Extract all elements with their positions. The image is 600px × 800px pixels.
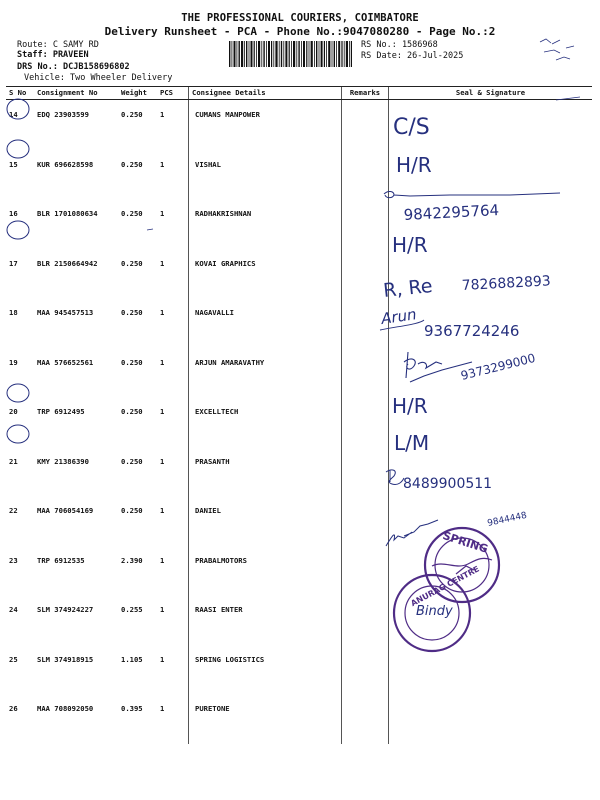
row-consignment: MAA 708092050 [37,704,94,713]
row-sno: 16 [9,209,18,218]
row23-phone: 8489900511 [403,476,493,492]
row-weight: 0.250 [121,407,143,416]
table-row [6,150,592,200]
row-remarks [342,694,389,744]
row-pcs: 1 [160,110,165,119]
row-sno: 23 [9,555,18,565]
row-signature [389,447,593,497]
barcode [229,41,352,67]
row-signature [389,496,593,546]
row18-name: R, Re [382,274,434,302]
rs-number: RS No.: 1586968 [361,40,438,50]
row-pcs: 1 [160,555,165,565]
row-signature [389,546,593,596]
row18-phone: 7826882893 [461,273,552,294]
table-row [6,447,592,497]
row-pcs: 1 [160,654,165,664]
row-consignee: PRASANTH [189,447,342,497]
row19-name: Arun [380,305,418,328]
table-row [6,397,592,447]
row-pcs: 1 [160,209,165,218]
row20-phone: 9373299000 [459,350,537,383]
col-header-weight: Weight [118,87,157,100]
row-consignment: KUR 696628598 [37,159,94,169]
col-header-pcs: PCS [157,87,189,100]
row-remarks [342,397,389,447]
col-header-signature: Seal & Signature [389,87,593,100]
header-scribble [540,39,574,60]
table-body [6,100,592,744]
row-consignment: SLM 374924227 [37,605,94,614]
row-signature [389,694,593,744]
row-consignee: DANIEL [189,496,342,546]
row-weight: 0.250 [121,308,143,317]
row-sno: 20 [9,407,18,416]
row-sno: 26 [9,704,18,713]
row-consignee: ARJUN AMARAVATHY [189,348,342,398]
row-consignee: VISHAL [189,150,342,200]
table-row [6,100,592,150]
row-consignee: CUMANS MANPOWER [189,100,342,150]
svg-text:Bindy: Bindy [416,604,453,619]
header-subtitle: Delivery Runsheet - PCA - Phone No.:9047080280 - Page No.:2 [104,25,496,38]
row19-phone: 9367724246 [424,322,520,340]
col-header-sno: S No [6,87,34,100]
row-consignment: EDQ 23903599 [37,110,89,119]
staff-label: Staff: PRAVEEN [17,50,89,60]
row-pcs: 1 [160,605,165,614]
table-row [6,249,592,299]
row-sno: 15 [9,159,18,169]
row-signature [389,298,593,348]
vehicle-label: Vehicle: Two Wheeler Delivery [24,73,173,83]
row-pcs: 1 [160,258,165,268]
row-remarks [342,645,389,695]
svg-text:SPRING: SPRING [441,529,490,556]
row-consignee: RADHAKRISHNAN [189,199,342,249]
row-weight: 0.395 [121,704,143,713]
table-row [6,694,592,744]
row-consignment: SLM 374918915 [37,654,94,664]
table-row [6,348,592,398]
runsheet-table-wrapper [6,86,592,744]
row-sno: 21 [9,456,18,466]
row-consignment: KMY 21386390 [37,456,89,466]
row-consignment: BLR 1701080634 [37,209,98,218]
row-weight: 0.250 [121,209,143,218]
row-remarks [342,546,389,596]
row-signature [389,397,593,447]
table-row [6,298,592,348]
row-pcs: 1 [160,704,165,713]
row-weight: 0.250 [121,258,143,268]
row-pcs: 1 [160,456,165,466]
row-weight: 0.250 [121,506,143,515]
row-remarks [342,199,389,249]
row-pcs: 1 [160,308,165,317]
row-sno: 25 [9,654,18,664]
row-signature [389,595,593,645]
row-weight: 0.255 [121,605,143,614]
table-header-row [6,87,592,100]
col-header-consignment: Consignment No [34,87,118,100]
row-consignee: PRABALMOTORS [189,546,342,596]
table-row [6,645,592,695]
row24-handwriting: 9844448 [486,510,528,529]
row-remarks [342,595,389,645]
row-remarks [342,298,389,348]
row14-handwriting: C/S [393,115,430,140]
row-weight: 2.390 [121,555,143,565]
row-consignee: RAASI ENTER [189,595,342,645]
row-signature [389,199,593,249]
row-sno: 18 [9,308,18,317]
row-signature [389,645,593,695]
row-consignee: NAGAVALLI [189,298,342,348]
col-header-consignee: Consignee Details [189,87,342,100]
table-row [6,496,592,546]
route-label: Route: C SAMY RD [17,40,99,50]
rs-date: RS Date: 26-Jul-2025 [361,51,464,61]
row-remarks [342,100,389,150]
row-remarks [342,150,389,200]
row22-handwriting: L/M [394,431,430,455]
row-consignment: BLR 2150664942 [37,258,98,268]
table-row [6,199,592,249]
row-consignment: MAA 706054169 [37,506,94,515]
row-consignment: MAA 945457513 [37,308,94,317]
row-consignment: TRP 6912535 [37,555,85,565]
row-consignee: PURETONE [189,694,342,744]
row16-phone: 9842295764 [403,201,500,224]
row-pcs: 1 [160,159,165,169]
row-sno: 22 [9,506,18,515]
row21-handwriting: H/R [392,394,428,418]
row-remarks [342,249,389,299]
table-row [6,595,592,645]
row-sno: 17 [9,258,18,268]
col-header-remarks: Remarks [342,87,389,100]
row-remarks [342,496,389,546]
table-row [6,546,592,596]
drs-number: DRS No.: DCJB158696802 [17,62,130,72]
row-pcs: 1 [160,357,165,367]
row-signature [389,150,593,200]
row-sno: 24 [9,605,18,614]
row-weight: 0.250 [121,357,143,367]
row-sno: 14 [9,110,18,119]
row-sno: 19 [9,357,18,367]
runsheet-table [6,86,592,744]
row-signature [389,249,593,299]
row15-handwriting: H/R [396,153,432,177]
row-weight: 0.250 [121,110,143,119]
row-signature [389,348,593,398]
row-signature [389,100,593,150]
row-remarks [342,348,389,398]
row-consignment: TRP 6912495 [37,407,85,416]
row-consignee: KOVAI GRAPHICS [189,249,342,299]
row-consignment: MAA 576652561 [37,357,94,367]
row-pcs: 1 [160,407,165,416]
svg-text:ANURAG CENTRE: ANURAG CENTRE [409,564,481,609]
row-weight: 0.250 [121,159,143,169]
row-remarks [342,447,389,497]
row-pcs: 1 [160,506,165,515]
row-consignee: EXCELLTECH [189,397,342,447]
row-consignee: SPRING LOGISTICS [189,645,342,695]
row-weight: 0.250 [121,456,143,466]
row-weight: 1.105 [121,654,143,664]
barcode-bars [229,41,352,67]
header-title: THE PROFESSIONAL COURIERS, COIMBATORE [181,12,419,24]
row17-handwriting: H/R [392,233,428,257]
